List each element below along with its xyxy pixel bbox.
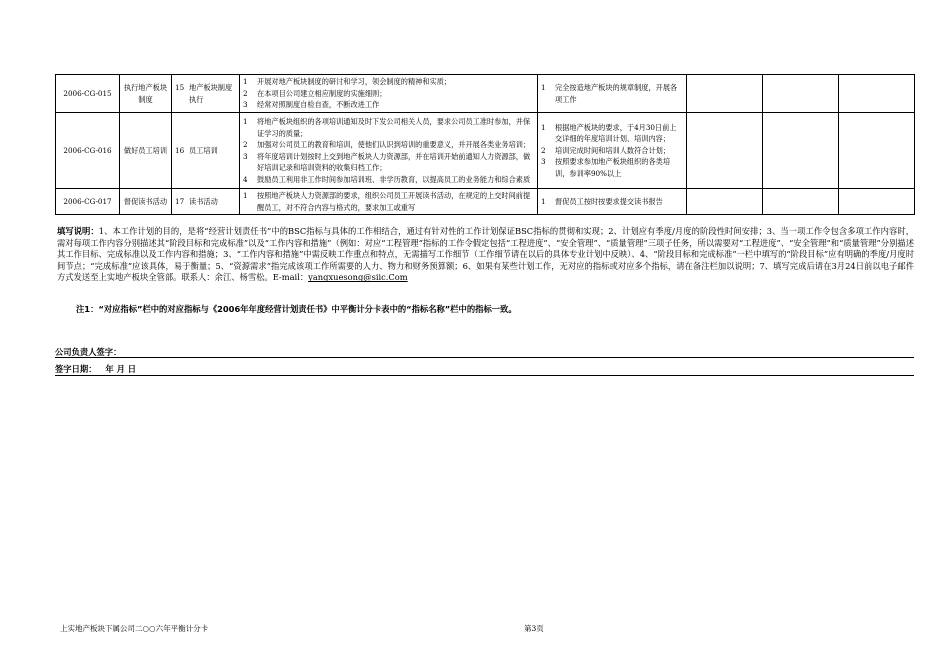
measures-cell-item — [243, 174, 534, 186]
note-1: 注1：“对应指标”栏中的对应指标与《2006年年度经营计划责任书》中平衡计分卡表中的“指标名称”栏中的指标一致。 — [76, 304, 517, 314]
plan-table — [55, 74, 915, 215]
item-text: 经常对照制度自检自查，不断改进工作 — [257, 100, 380, 110]
measures-cell-item — [243, 139, 534, 151]
table-row — [56, 113, 915, 189]
signature-date-row — [55, 363, 136, 375]
task-name: 读书活动 — [189, 196, 218, 206]
item-number: 4 — [243, 174, 248, 184]
targets-cell-item — [541, 145, 683, 157]
item-number: 1 — [243, 117, 248, 126]
task-cell — [172, 75, 240, 113]
task-number: 17 — [175, 196, 185, 206]
item-number: 3 — [243, 100, 248, 110]
table-row — [56, 75, 915, 113]
measures-cell-item — [243, 116, 534, 139]
date-divider — [55, 375, 914, 376]
item-text: 完全按造地产板块的规章制度，开展各项工作 — [555, 83, 678, 104]
item-text: 在本项目公司建立相应制度的实施细则； — [257, 88, 387, 98]
task-name: 员工培训 — [189, 145, 218, 155]
time-cell — [763, 75, 839, 113]
measures-cell-item — [243, 76, 534, 88]
item-text: 鼓励员工利用非工作时间参加培训班、非学历教育，以提高员工的业务能力和综合素质 — [257, 174, 531, 184]
item-number: 2 — [243, 140, 248, 149]
signature-date-label: 签字日期： — [55, 364, 97, 374]
measures-cell-item — [243, 88, 534, 100]
measures-cell — [240, 113, 538, 189]
targets-cell-item — [541, 156, 683, 179]
time-cell — [763, 113, 839, 189]
footer-page-number: 第3页 — [524, 624, 544, 633]
item-text: 根据地产板块的要求，于4月30日前上交详细的年度培训计划、培训内容； — [555, 122, 677, 144]
item-number: 1 — [541, 196, 546, 206]
work-order-code: 2006-CG-015 — [56, 75, 120, 113]
item-text: 加强对公司员工的教育和培训，使他们认识到培训的重要意义，并开展各类业务培训； — [257, 140, 531, 149]
fill-instructions-label: 填写说明： — [57, 226, 99, 236]
item-text: 将地产板块组织的各项培训通知及时下发公司相关人员，要求公司员工准时参加，并保证学习的质量； — [257, 117, 531, 138]
targets-cell — [538, 113, 687, 189]
measures-cell — [240, 75, 538, 113]
fill-instructions — [57, 226, 914, 284]
item-text: 培训完成时间和培训人数符合计划； — [555, 145, 671, 155]
targets-cell-item — [541, 122, 683, 145]
targets-cell — [538, 189, 687, 215]
task-number: 16 — [175, 145, 185, 155]
item-number: 1 — [243, 77, 248, 87]
item-number: 3 — [243, 151, 248, 161]
item-number: 2 — [541, 145, 546, 155]
measures-cell — [240, 189, 538, 215]
signature-divider — [55, 357, 914, 358]
item-number: 2 — [243, 88, 248, 98]
task-number: 15 — [175, 83, 185, 92]
item-number: 1 — [541, 83, 546, 92]
time-cell — [763, 189, 839, 215]
work-order-code: 2006-CG-016 — [56, 113, 120, 189]
measures-cell-item — [243, 151, 534, 174]
footer-document-title: 上实地产板块下属公司二○○六年平衡计分卡 — [60, 624, 209, 633]
item-number: 1 — [541, 122, 546, 132]
indicator-cell: 督促读书活动 — [120, 189, 172, 215]
remarks-cell — [839, 75, 915, 113]
owner-signature-label: 公司负责人签字： — [55, 347, 122, 357]
indicator-cell: 执行地产板块制度 — [120, 75, 172, 113]
task-name: 地产板块制度执行 — [189, 83, 233, 104]
remarks-cell — [839, 189, 915, 215]
work-order-code: 2006-CG-017 — [56, 189, 120, 215]
signature-date-blanks: 年 月 日 — [105, 364, 137, 374]
contact-email-link[interactable]: yangxuesong@siic.Com — [308, 272, 408, 283]
measures-cell-item — [243, 190, 534, 213]
fill-instructions-body: 1、本工作计划的目的，是将“经营计划责任书”中的BSC指标与具体的工作相结合，通过有针对性的工作计划保证BSC指标的贯彻和实现；2、计划应有季度/月度的阶段性时间安排；3、当一项工作令包含多项工作内容时，需对每项工作内容分别描述其“阶段目标和完成标准”以及“工作内容和措施”（例如：对应“工程管理”指标的工作令假定包括“工程进度”、“安全管理”、“质量管理”三项子任务，所以需要对“工程进度”、“安全管理”和“质量管理”分别描述其工作目标、完成标准以及工作内容和措施；3、“工作内容和措施”中需反映工作重点和特点，无需描写工作细节（工作细节请在以后的具体专业计划中反映）、4、“阶段目标和完成标准”一栏中填写的“阶段目标”应有明确的季度/月度时间节点；“完成标准”应该具体，易于衡量；5、“资源需求”指完成该项工作所需要的人力、物力和财务预算额；6、如果有某些计划工作，无对应的指标或对应多个指标，请在备注栏加以说明；7、填写完成后请在3月24日前以电子邮件方式发送至上实地产板块全管部。联系人：余江、杨雪松。E-mail： — [57, 226, 914, 283]
item-text: 开展对地产板块制度的研讨和学习，领会制度的精神和实质； — [257, 77, 452, 87]
item-text: 按照地产板块人力资源部的要求，组织公司员工开展读书活动，在规定的上交时间前提醒员工，对不符合内容与格式的，要求加工或重写 — [257, 191, 531, 212]
indicator-cell: 做好员工培训 — [120, 113, 172, 189]
item-text: 按照要求参加地产板块组织的各类培训，参训率90%以上 — [555, 157, 671, 178]
resource-cell — [687, 75, 763, 113]
task-cell — [172, 189, 240, 215]
targets-cell-item — [541, 196, 683, 208]
measures-cell-item — [243, 99, 534, 111]
item-text: 督促员工按时按要求提交读书报告 — [555, 196, 663, 206]
resource-cell — [687, 113, 763, 189]
item-number: 3 — [541, 157, 546, 167]
table-row — [56, 189, 915, 215]
task-cell — [172, 113, 240, 189]
targets-cell — [538, 75, 687, 113]
targets-cell-item — [541, 82, 683, 105]
item-number: 1 — [243, 191, 248, 200]
remarks-cell — [839, 113, 915, 189]
item-text: 将年度培训计划按时上交到地产板块人力资源部，并在培训开始前通知人力资源部，做好培训记录和培训资料的收集归档工作； — [257, 151, 531, 172]
resource-cell — [687, 189, 763, 215]
